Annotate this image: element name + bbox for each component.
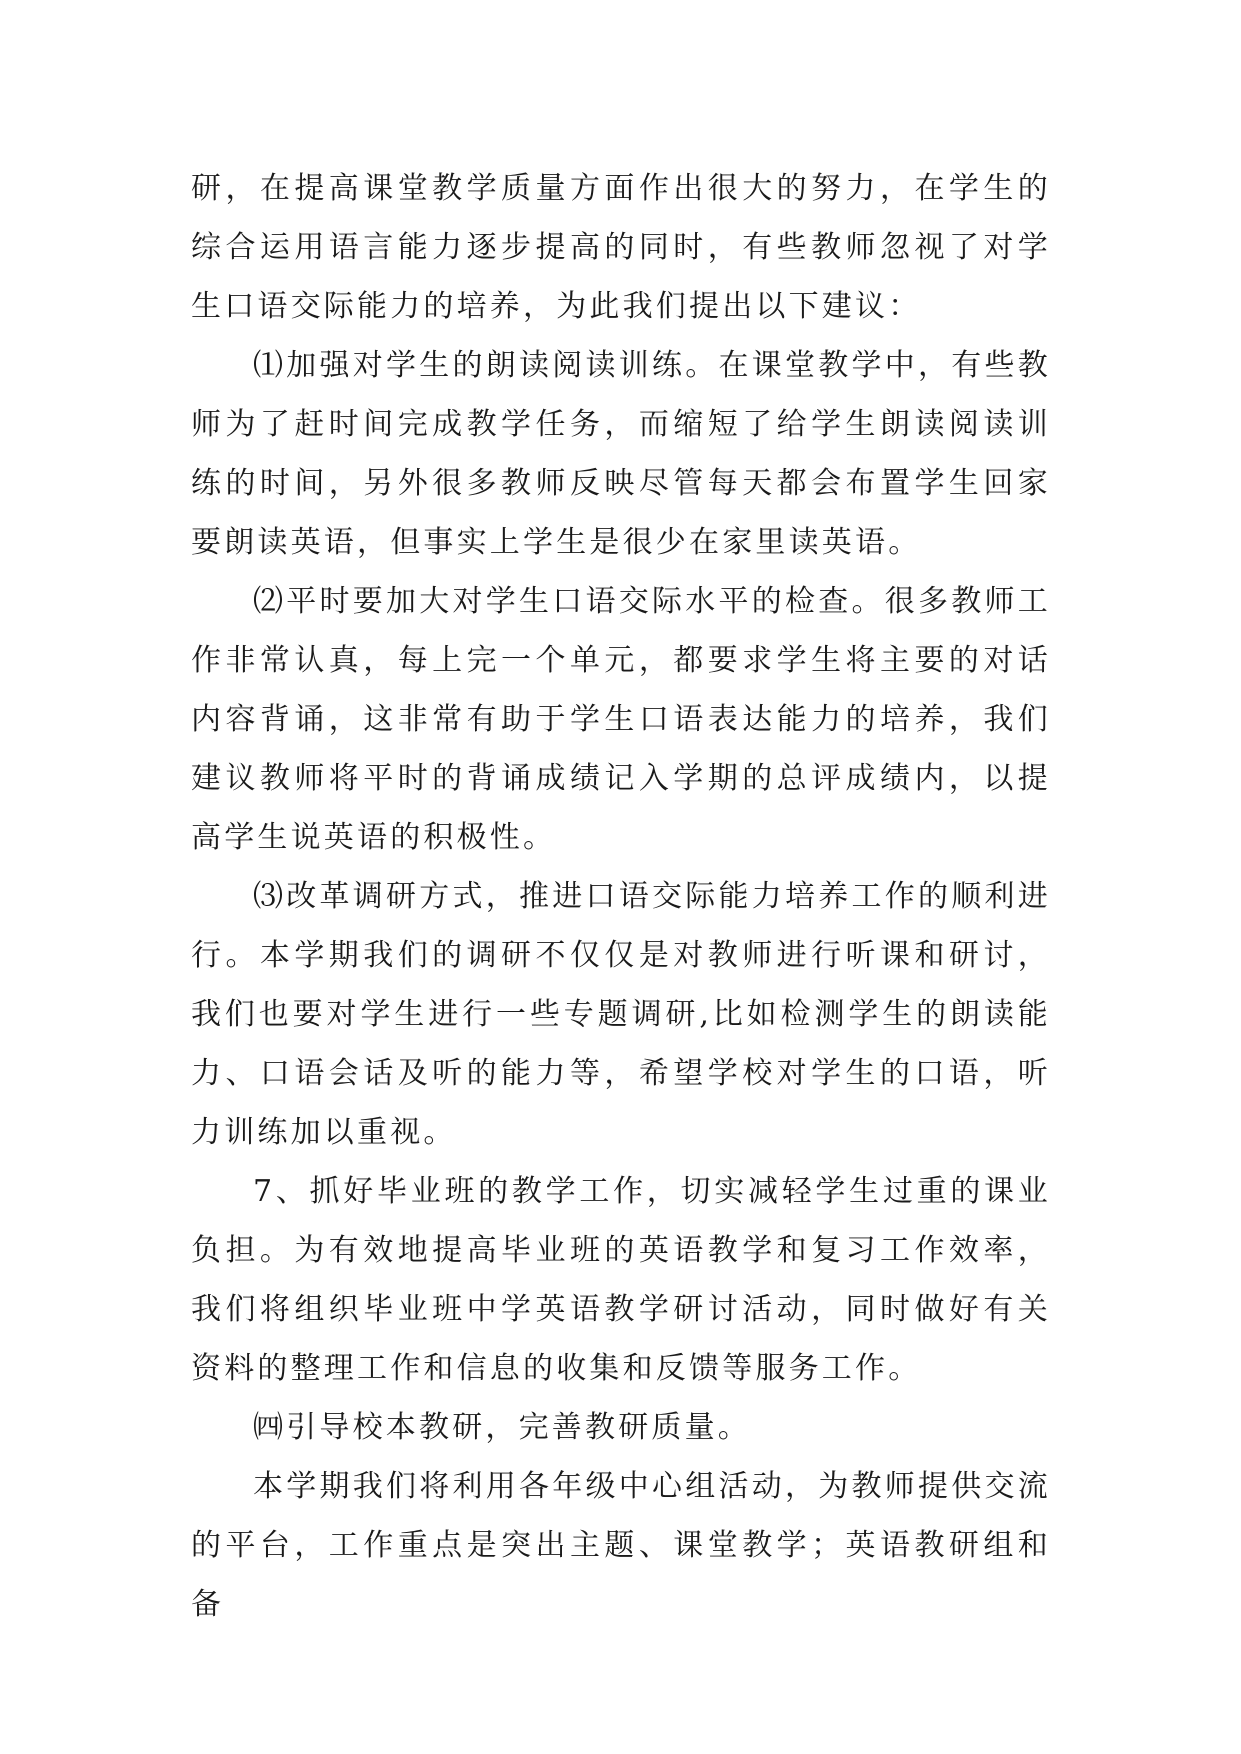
paragraph-suggestion-3: ⑶改革调研方式，推进口语交际能力培养工作的顺利进行。本学期我们的调研不仅仅是对教师进行听课和研讨，我们也要对学生进行一些专题调研,比如检测学生的朗读能力、口语会话及听的能力等，希望学校对学生的口语，听力训练加以重视。 — [191, 879, 1051, 1150]
paragraph-item-7: 7、抓好毕业班的教学工作，切实减轻学生过重的课业负担。为有效地提高毕业班的英语教学和复习工作效率，我们将组织毕业班中学英语教学研讨活动，同时做好有关资料的整理工作和信息的收集和反馈等服务工作。 — [191, 1174, 1051, 1386]
paragraph-suggestion-1: ⑴加强对学生的朗读阅读训练。在课堂教学中，有些教师为了赶时间完成教学任务，而缩短了给学生朗读阅读训练的时间，另外很多教师反映尽管每天都会布置学生回家要朗读英语，但事实上学生是很少在家里读英语。 — [191, 348, 1051, 560]
paragraph-section-4-heading: ㈣引导校本教研，完善教研质量。 — [253, 1410, 751, 1445]
paragraph-continuation: 研，在提高课堂教学质量方面作出很大的努力，在学生的综合运用语言能力逐步提高的同时，有些教师忽视了对学生口语交际能力的培养，为此我们提出以下建议： — [191, 171, 1051, 324]
paragraph-suggestion-2: ⑵平时要加大对学生口语交际水平的检查。很多教师工作非常认真，每上完一个单元，都要求学生将主要的对话内容背诵，这非常有助于学生口语表达能力的培养，我们建议教师将平时的背诵成绩记入学期的总评成绩内，以提高学生说英语的积极性。 — [191, 584, 1051, 855]
document-body — [191, 159, 1051, 1634]
paragraph-section-4-body: 本学期我们将利用各年级中心组活动，为教师提供交流的平台，工作重点是突出主题、课堂教学；英语教研组和备 — [191, 1469, 1051, 1622]
